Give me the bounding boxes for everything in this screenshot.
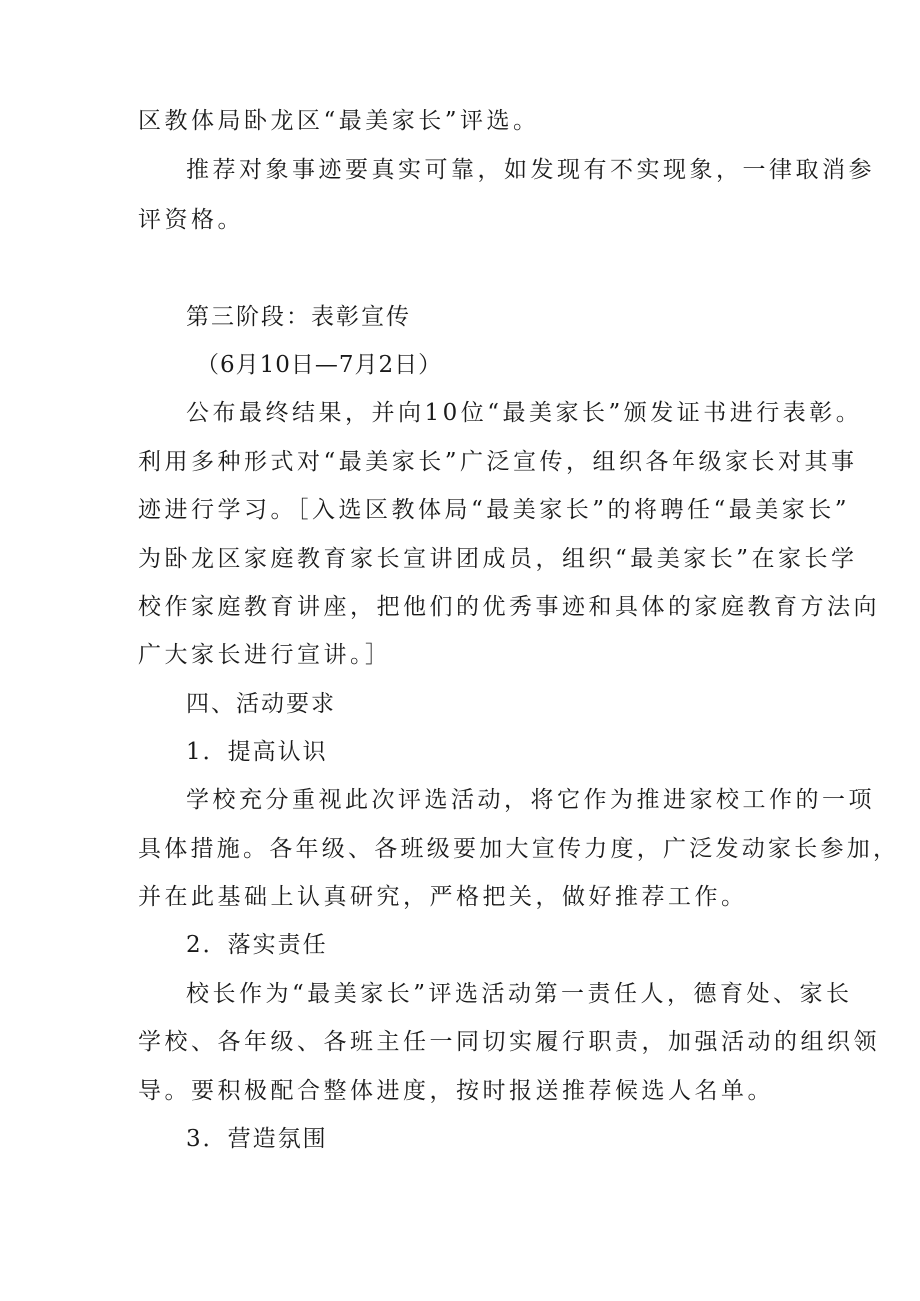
- paragraph-line: 推荐对象事迹要真实可靠，如发现有不实现象，一律取消参: [186, 157, 875, 183]
- paragraph-line: 为卧龙区家庭教育家长宣讲团成员，组织“最美家长”在家长学: [138, 546, 858, 572]
- paragraph-line: 具体措施。各年级、各班级要加大宣传力度，广泛发动家长参加，: [138, 836, 900, 862]
- paragraph-line: 利用多种形式对“最美家长”广泛宣传，组织各年级家长对其事: [138, 449, 858, 475]
- date-range: （6月10日—7月2日）: [196, 352, 443, 378]
- paragraph-line: 迹进行学习。［入选区教体局“最美家长”的将聘任“最美家长”: [138, 497, 851, 523]
- paragraph-line: 校作家庭教育讲座，把他们的优秀事迹和具体的家庭教育方法向: [138, 594, 880, 620]
- paragraph-line: 并在此基础上认真研究，严格把关，做好推荐工作。: [138, 884, 748, 910]
- paragraph-line: 学校充分重视此次评选活动，将它作为推进家校工作的一项: [186, 787, 875, 813]
- section-heading: 四、活动要求: [186, 691, 336, 717]
- subsection-heading: 3．营造氛围: [186, 1126, 328, 1152]
- section-heading: 第三阶段：表彰宣传: [186, 304, 411, 330]
- subsection-heading: 2．落实责任: [186, 932, 328, 958]
- paragraph-line: 导。要积极配合整体进度，按时报送推荐候选人名单。: [138, 1078, 774, 1104]
- paragraph-line: 区教体局卧龙区“最美家长”评选。: [138, 108, 540, 134]
- paragraph-line: 学校、各年级、各班主任一同切实履行职责，加强活动的组织领: [138, 1029, 880, 1055]
- subsection-heading: 1．提高认识: [186, 739, 328, 765]
- paragraph-line: 广大家长进行宣讲。］: [138, 642, 392, 668]
- paragraph-line: 校长作为“最美家长”评选活动第一责任人，德育处、家长: [186, 981, 853, 1007]
- paragraph-line: 评资格。: [138, 207, 244, 233]
- paragraph-line: 公布最终结果，并向10位“最美家长”颁发证书进行表彰。: [186, 400, 863, 426]
